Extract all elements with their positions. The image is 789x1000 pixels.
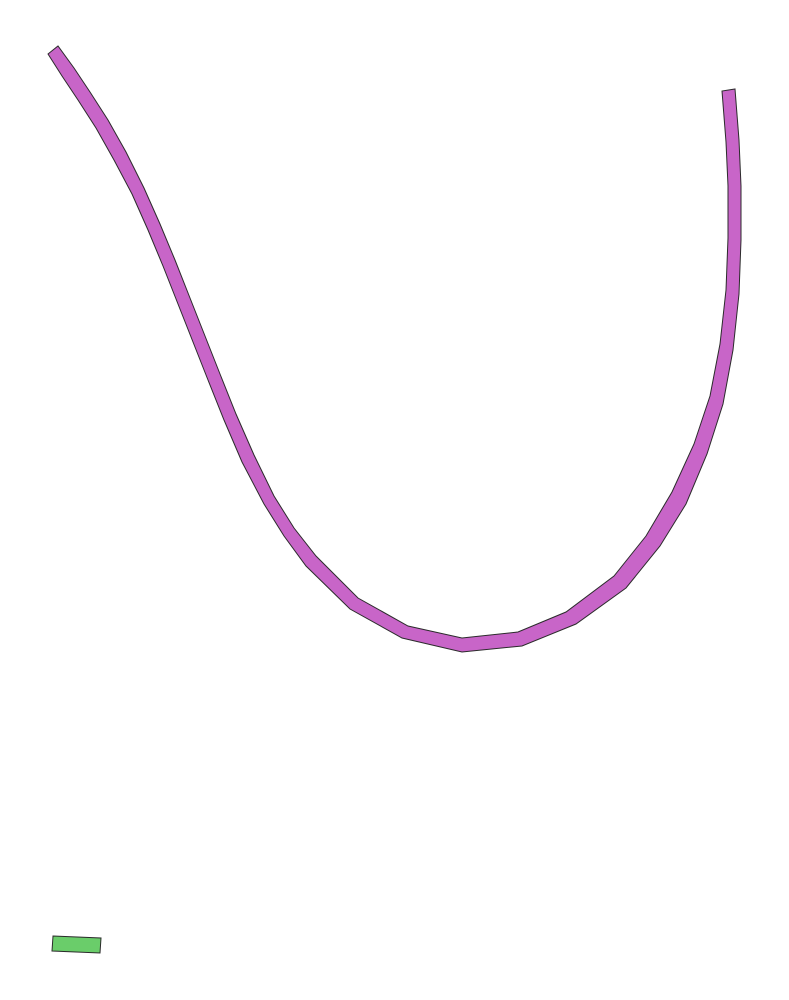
green-rectangle — [52, 936, 101, 953]
